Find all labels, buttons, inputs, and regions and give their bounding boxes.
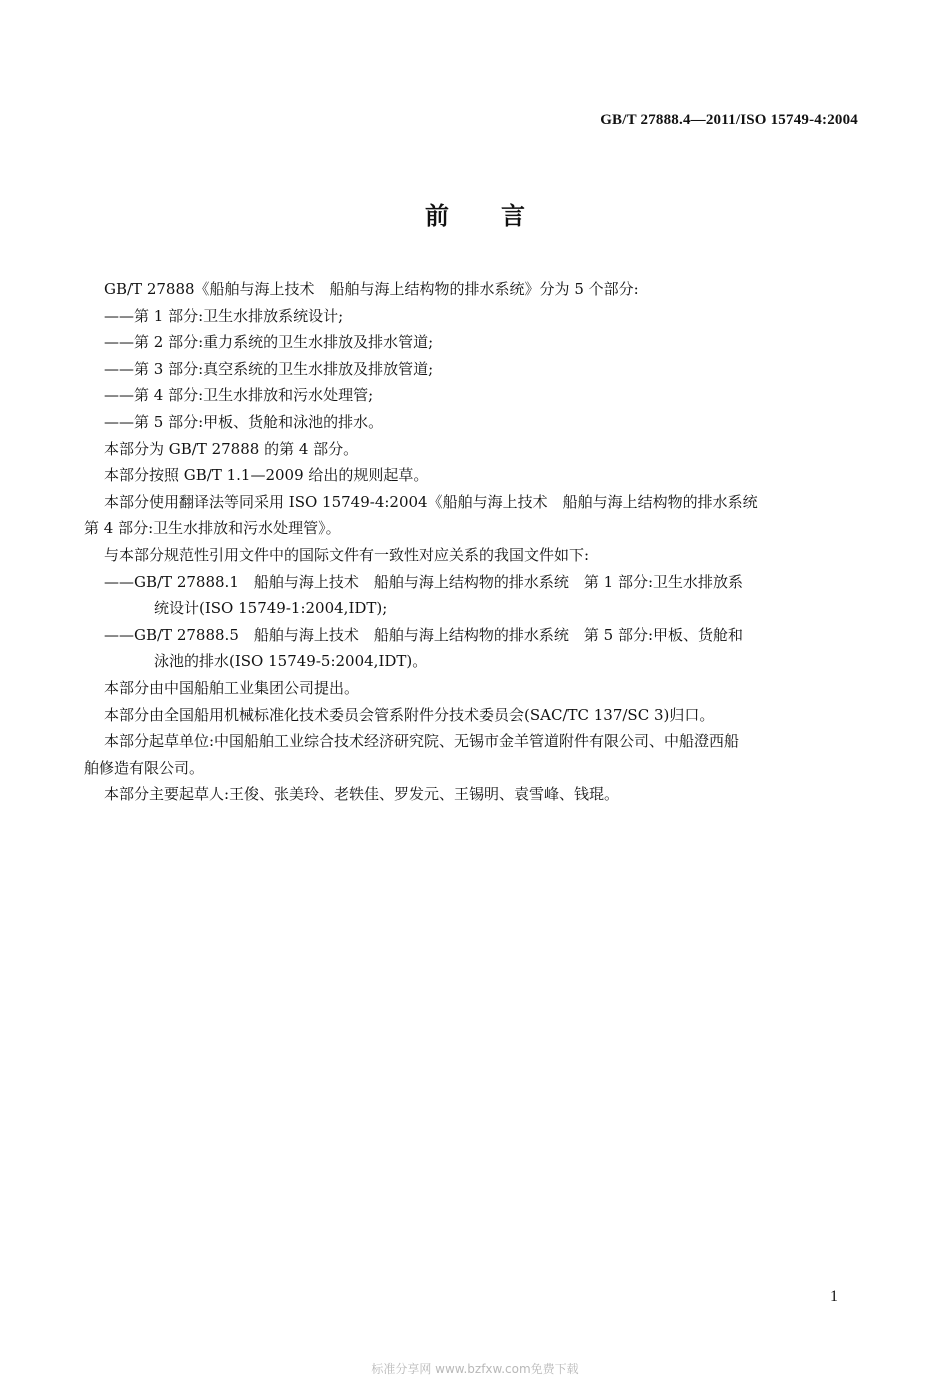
drafting-rules-statement: 本部分按照 GB/T 1.1—2009 给出的规则起草。 <box>104 466 429 485</box>
adoption-statement-line-1: 本部分使用翻译法等同采用 ISO 15749-4:2004《船舶与海上技术 船舶与海上结构物的排水系统 <box>104 492 758 511</box>
page-title: 前言 <box>425 202 577 230</box>
list-item-part-5: ——第 5 部分:甲板、货舱和泳池的排水。 <box>104 412 384 431</box>
intro-paragraph: GB/T 27888《船舶与海上技术 船舶与海上结构物的排水系统》分为 5 个部分: <box>104 280 639 298</box>
page-number: 1 <box>830 1288 838 1305</box>
reference-item-1-line-2: 统设计(ISO 15749-1:2004,IDT); <box>154 599 388 618</box>
watermark: 标准分享网 www.bzfxw.com免费下载 <box>371 1362 579 1376</box>
reference-item-2-line-2: 泳池的排水(ISO 15749-5:2004,IDT)。 <box>154 652 428 671</box>
document-body <box>84 276 860 808</box>
list-item-part-4: ——第 4 部分:卫生水排放和污水处理管; <box>104 386 374 405</box>
drafters-statement: 本部分主要起草人:王俊、张美玲、老轶佳、罗发元、王锡明、袁雪峰、钱琨。 <box>104 785 620 804</box>
part-statement: 本部分为 GB/T 27888 的第 4 部分。 <box>104 439 359 458</box>
reference-item-2-line-1: ——GB/T 27888.5 船舶与海上技术 船舶与海上结构物的排水系统 第 5 部分:甲板、货舱和 <box>104 625 743 644</box>
drafting-units-line-2: 舶修造有限公司。 <box>84 758 205 777</box>
list-item-part-3: ——第 3 部分:真空系统的卫生水排放及排放管道; <box>104 359 434 378</box>
list-item-part-2: ——第 2 部分:重力系统的卫生水排放及排水管道; <box>104 333 434 352</box>
drafting-units-line-1: 本部分起草单位:中国船舶工业综合技术经济研究院、无锡市金羊管道附件有限公司、中船澄西船 <box>104 732 740 751</box>
reference-item-1-line-1: ——GB/T 27888.1 船舶与海上技术 船舶与海上结构物的排水系统 第 1 部分:卫生水排放系 <box>104 572 743 591</box>
jurisdiction-statement: 本部分由全国船用机械标准化技术委员会管系附件分技术委员会(SAC/TC 137/SC 3)归口。 <box>104 705 715 724</box>
references-intro: 与本部分规范性引用文件中的国际文件有一致性对应关系的我国文件如下: <box>104 545 590 564</box>
proposer-statement: 本部分由中国船舶工业集团公司提出。 <box>104 678 360 697</box>
list-item-part-1: ——第 1 部分:卫生水排放系统设计; <box>104 306 344 325</box>
standard-number-header: GB/T 27888.4—2011/ISO 15749-4:2004 <box>600 112 858 128</box>
adoption-statement-line-2: 第 4 部分:卫生水排放和污水处理管》。 <box>84 519 341 538</box>
